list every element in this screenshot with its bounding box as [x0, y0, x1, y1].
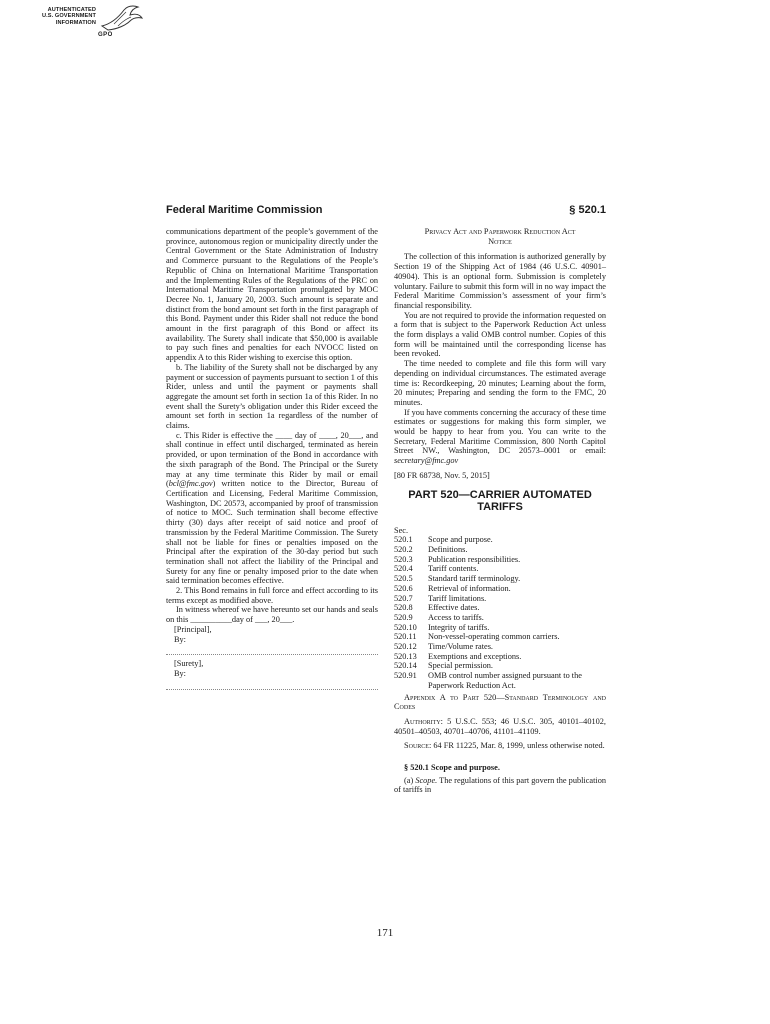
page-number: 171	[376, 927, 394, 939]
running-head	[166, 204, 606, 220]
stamp-gpo-label: GPO	[98, 32, 113, 38]
toc-section-number: 520.13	[394, 651, 417, 661]
appendix-entry-text: Appendix A to Part 520—Standard Terminology and Codes	[394, 692, 606, 712]
surety-label: [Surety],	[174, 659, 204, 669]
scope-text: The regulations of this part govern the publication of tariffs in	[394, 775, 606, 795]
toc-section-number: 520.11	[394, 632, 417, 642]
principal-by-label: By:	[174, 634, 186, 644]
toc-row	[394, 642, 606, 652]
part-title-line-1: PART 520—CARRIER AUTOMATED	[408, 488, 592, 501]
toc-section-title: Retrieval of information.	[428, 583, 511, 593]
bond-paragraph-2: 2. This Bond remains in full force and effect according to its terms except as modified above.	[166, 586, 378, 605]
privacy-act-paragraph-4	[394, 408, 606, 466]
toc-section-title: Non-vessel-operating common carriers.	[428, 632, 560, 642]
toc-section-number: 520.14	[394, 661, 417, 671]
toc-row	[394, 564, 606, 574]
toc-row	[394, 594, 606, 604]
toc-row	[394, 613, 606, 623]
authority-note	[394, 717, 606, 736]
privacy-act-heading-line-2: Notice	[488, 236, 512, 246]
toc-section-title: Scope and purpose.	[428, 535, 493, 545]
toc-row	[394, 545, 606, 555]
toc-section-title: Tariff limitations.	[428, 593, 487, 603]
citation: [80 FR 68738, Nov. 5, 2015]	[394, 470, 490, 480]
source-note	[394, 741, 606, 751]
gpo-authentication-stamp	[26, 4, 144, 46]
part-title	[394, 489, 606, 514]
witness-paragraph: In witness whereof we have hereunto set our hands and seals on this __________day of ___, 20___.	[166, 605, 378, 625]
toc-row	[394, 671, 606, 690]
privacy-act-paragraph-2: You are not required to provide the information requested on a form that is subject to the Paperwork Reduction Act unless the form displays a valid OMB control number. Copies of this form will be maintained until the corresponding license has been revoked.	[394, 310, 606, 359]
toc-row	[394, 584, 606, 594]
rider-paragraph-c	[166, 431, 378, 586]
toc-row	[394, 603, 606, 613]
signature-rule	[166, 689, 378, 690]
privacy-act-heading-line-1: Privacy Act and Paperwork Reduction Act	[424, 227, 576, 236]
toc-section-title: Exemptions and exceptions.	[428, 651, 522, 661]
principal-label: [Principal],	[174, 624, 212, 634]
running-head-agency: Federal Maritime Commission	[166, 204, 323, 216]
stamp-text	[26, 7, 96, 26]
stamp-line-3: INFORMATION	[55, 19, 96, 26]
scope-label: (a)	[404, 775, 416, 785]
stamp-line-1: AUTHENTICATED	[47, 7, 96, 13]
toc-section-title: Definitions.	[428, 544, 468, 554]
appendix-entry	[394, 693, 606, 712]
source-label: Source:	[404, 741, 432, 751]
scope-italic: Scope.	[415, 775, 438, 785]
authority-label: Authority:	[404, 716, 443, 726]
authority-text: 5 U.S.C. 553; 46 U.S.C. 305, 40101–40102, 40501–40503, 40701–40706, 41101–41109.	[394, 716, 606, 736]
toc-section-number: 520.4	[394, 564, 413, 574]
source-text: 64 FR 11225, Mar. 8, 1999, unless otherwise noted.	[431, 741, 605, 751]
toc-section-number: 520.1	[394, 535, 413, 545]
toc-section-title: Effective dates.	[428, 603, 480, 613]
toc-section-title: Publication responsibilities.	[428, 554, 521, 564]
signature-rule	[166, 654, 378, 655]
toc-section-title: OMB control number assigned pursuant to the Paperwork Reduction Act.	[428, 671, 582, 690]
toc-row	[394, 661, 606, 671]
table-of-contents	[394, 535, 606, 690]
toc-section-title: Time/Volume rates.	[428, 642, 493, 652]
eagle-logo-icon	[100, 4, 144, 34]
toc-section-title: Access to tariffs.	[428, 612, 484, 622]
sec-label: Sec.	[394, 525, 409, 535]
toc-section-number: 520.8	[394, 603, 413, 613]
toc-section-number: 520.10	[394, 622, 417, 632]
toc-section-title: Standard tariff terminology.	[428, 574, 521, 584]
surety-by-label: By:	[174, 668, 186, 678]
privacy-act-heading	[394, 227, 606, 246]
toc-section-number: 520.7	[394, 593, 413, 603]
toc-section-title: Special permission.	[428, 661, 493, 671]
toc-section-number: 520.3	[394, 554, 413, 564]
secretary-email: secretary@fmc.gov	[394, 456, 459, 466]
toc-section-number: 520.9	[394, 612, 413, 622]
left-column	[166, 227, 378, 694]
rider-paragraph-c-text-a: c. This Rider is effective the ____ day of ____, 20___, and shall continue in effect until discharged, terminated as herein provided, or upon termination of the Bond in accordance with the sixth paragraph of the Bond. The Principal or the Surety may at any time terminate this Rider by mail or email (	[166, 430, 378, 489]
toc-section-number: 520.91	[394, 671, 417, 681]
privacy-act-paragraph-3: The time needed to complete and file this form will vary depending on individual circumstances. The estimated average time is: Recordkeeping, 20 minutes; Learning about the form, 20 minutes; Preparing and sending the form to the FMC, 20 minutes.	[394, 359, 606, 407]
stamp-line-2: U.S. GOVERNMENT	[41, 13, 96, 20]
privacy-act-paragraph-1: The collection of this information is authorized generally by Section 19 of the Shipping Act of 1984 (46 U.S.C. 40901–40904). This is an optional form. Submission is completely voluntary. Failure to submit this form will in no way impact the Federal Maritime Commission’s assessment of your firm’s financial responsibility.	[394, 252, 606, 310]
toc-section-number: 520.2	[394, 544, 413, 554]
toc-section-number: 520.5	[394, 574, 413, 584]
running-head-section: § 520.1	[569, 204, 606, 216]
part-title-line-2: TARIFFS	[477, 501, 523, 514]
toc-row	[394, 623, 606, 633]
toc-section-number: 520.12	[394, 642, 417, 652]
toc-section-title: Integrity of tariffs.	[428, 622, 490, 632]
toc-row	[394, 652, 606, 662]
toc-section-title: Tariff contents.	[428, 564, 479, 574]
scope-paragraph	[394, 776, 606, 795]
bcl-email: bcl@fmc.gov	[168, 479, 213, 489]
rider-paragraph-c-text-b: ) written notice to the Director, Bureau of Certification and Licensing, Federal Maritime Commission, Washington, DC 20573, accompanied by proof of transmission of notice to MOC. Such termination shall become effective thirty (30) days after receipt of said notice and proof of transmission by the Federal Maritime Commission. The Surety shall not be liable for fines or penalties imposed on the Principal after the expiration of the 30-day period but such termination shall not affect the liability of the Principal and Surety for any fine or penalty imposed prior to the date when said termination becomes effective.	[166, 479, 378, 586]
toc-row	[394, 574, 606, 584]
toc-row	[394, 535, 606, 545]
toc-row	[394, 632, 606, 642]
toc-section-number: 520.6	[394, 583, 413, 593]
privacy-act-paragraph-4-text: If you have comments concerning the accuracy of these time estimates or suggestions for making this form simpler, we would be happy to hear from you. You can write to the Secretary, Federal Maritime Commission, 800 North Capitol Street NW., Washington, DC 20573–0001 or email:	[394, 407, 606, 456]
toc-row	[394, 555, 606, 565]
rider-paragraph-continued: communications department of the people’s government of the province, autonomous region or municipality directly under the Central Government or the State Administration of Industry and Commerce pursuant to the Regulations of the People’s Republic of China on International Maritime Transportation and the Implementing Rules of the Regulations of the PRC on International Maritime Transportation promulgated by MOC Decree No. 1, January 20, 2003. Such amount is separate and distinct from the bond amount set forth in the first paragraph of this Bond. Payment under this Rider shall not reduce the bond amount in the first paragraph of this Bond or affect its availability. The Surety shall indicate that $50,000 is available to pay such fines and penalties for each NVOCC listed on appendix A to this Rider wishing to exercise this option.	[166, 227, 378, 363]
right-column	[394, 227, 606, 795]
rider-paragraph-b: b. The liability of the Surety shall not be discharged by any payment or succession of payments pursuant to section 1 of this Rider, unless and until the payment or payments shall aggregate the amount set forth in section 1a of this Rider. In no event shall the Surety’s obligation under this Rider exceed the amount set forth in section 1a regardless of the number of claims.	[166, 362, 378, 431]
section-heading: § 520.1 Scope and purpose.	[404, 763, 500, 773]
